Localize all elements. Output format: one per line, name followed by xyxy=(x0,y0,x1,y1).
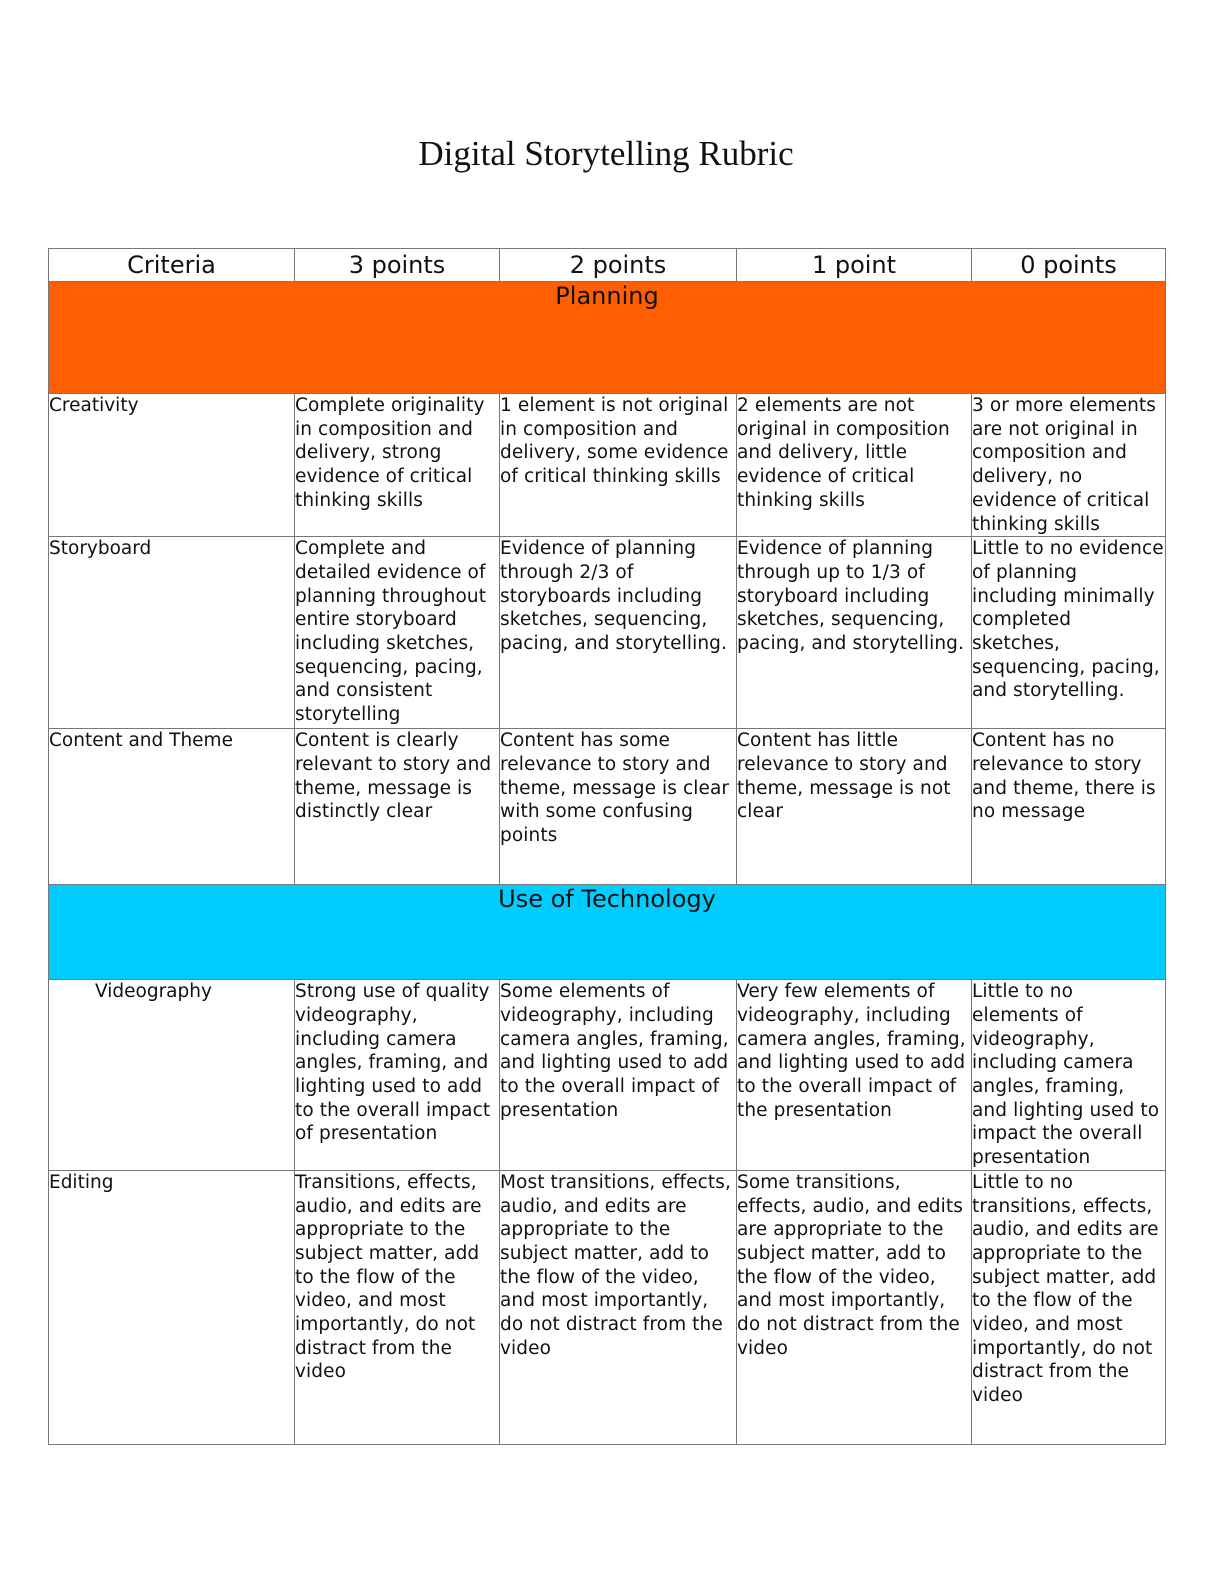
cell-1-point: Content has little relevance to story and theme, message is not clear xyxy=(737,729,972,885)
cell-2-points: Evidence of planning through 2/3 of storyboards including sketches, sequencing, pacing, and storytelling. xyxy=(500,537,737,729)
header-criteria: Criteria xyxy=(49,249,295,282)
cell-2-points: Content has some relevance to story and theme, message is clear with some confusing points xyxy=(500,729,737,885)
cell-3-points: Transitions, effects, audio, and edits are appropriate to the subject matter, add to the flow of the video, and most importantly, do not distract from the video xyxy=(295,1170,500,1444)
section-row-planning xyxy=(49,282,1166,394)
header-1-point: 1 point xyxy=(737,249,972,282)
table-row xyxy=(49,394,1166,537)
cell-0-points: 3 or more elements are not original in composition and delivery, no evidence of critical thinking skills xyxy=(972,394,1166,537)
cell-0-points: Content has no relevance to story and theme, there is no message xyxy=(972,729,1166,885)
cell-0-points: Little to no transitions, effects, audio, and edits are appropriate to the subject matter, add to the flow of the video, and most importantly, do not distract from the video xyxy=(972,1170,1166,1444)
header-row xyxy=(49,249,1166,282)
header-2-points: 2 points xyxy=(500,249,737,282)
cell-2-points: 1 element is not original in composition and delivery, some evidence of critical thinking skills xyxy=(500,394,737,537)
section-title-planning: Planning xyxy=(49,282,1166,394)
criteria-storyboard: Storyboard xyxy=(49,537,295,729)
cell-2-points: Most transitions, effects, audio, and edits are appropriate to the subject matter, add to the flow of the video, and most importantly, do not distract from the video xyxy=(500,1170,737,1444)
criteria-creativity: Creativity xyxy=(49,394,295,537)
table-row xyxy=(49,729,1166,885)
cell-3-points: Complete originality in composition and delivery, strong evidence of critical thinking skills xyxy=(295,394,500,537)
cell-0-points: Little to no elements of videography, including camera angles, framing, and lighting used to impact the overall presentation xyxy=(972,980,1166,1171)
criteria-content-and-theme: Content and Theme xyxy=(49,729,295,885)
cell-1-point: Some transitions, effects, audio, and edits are appropriate to the subject matter, add to the flow of the video, and most importantly, do not distract from the video xyxy=(737,1170,972,1444)
cell-3-points: Content is clearly relevant to story and theme, message is distinctly clear xyxy=(295,729,500,885)
table-row xyxy=(49,1170,1166,1444)
cell-1-point: 2 elements are not original in composition and delivery, little evidence of critical thinking skills xyxy=(737,394,972,537)
cell-1-point: Very few elements of videography, including camera angles, framing, and lighting used to add to the overall impact of the presentation xyxy=(737,980,972,1171)
section-row-use-of-technology xyxy=(49,885,1166,980)
cell-0-points: Little to no evidence of planning including minimally completed sketches, sequencing, pacing, and storytelling. xyxy=(972,537,1166,729)
table-row xyxy=(49,980,1166,1171)
cell-1-point: Evidence of planning through up to 1/3 of storyboard including sketches, sequencing, pacing, and storytelling. xyxy=(737,537,972,729)
cell-3-points: Strong use of quality videography, including camera angles, framing, and lighting used to add to the overall impact of presentation xyxy=(295,980,500,1171)
header-3-points: 3 points xyxy=(295,249,500,282)
cell-2-points: Some elements of videography, including camera angles, framing, and lighting used to add to the overall impact of presentation xyxy=(500,980,737,1171)
header-0-points: 0 points xyxy=(972,249,1166,282)
table-row xyxy=(49,537,1166,729)
criteria-videography: Videography xyxy=(49,980,295,1171)
criteria-editing: Editing xyxy=(49,1170,295,1444)
rubric-table xyxy=(48,248,1166,1445)
document-title: Digital Storytelling Rubric xyxy=(418,134,794,173)
section-title-use-of-technology: Use of Technology xyxy=(49,885,1166,980)
cell-3-points: Complete and detailed evidence of planning throughout entire storyboard including sketches, sequencing, pacing, and consistent storytelling xyxy=(295,537,500,729)
